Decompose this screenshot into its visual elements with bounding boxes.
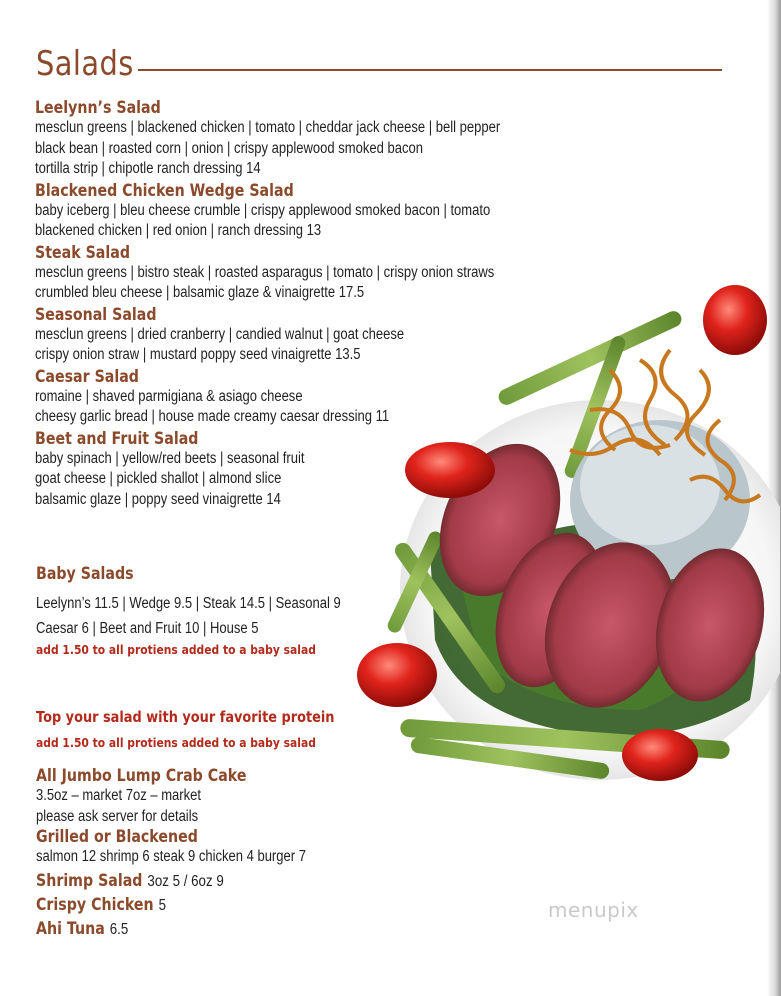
protein-note: add 1.50 to all protiens added to a baby salad (36, 735, 316, 750)
section-title: Salads (36, 44, 134, 84)
item-description: mesclun greens | bistro steak | roasted asparagus | tomato | crispy onion straws (35, 263, 495, 281)
item-name: Grilled or Blackened (36, 827, 198, 846)
steak-salad-photo (340, 280, 780, 800)
cherry-tomato (703, 285, 767, 355)
item-price: 6.5 (109, 920, 129, 938)
item-description: crispy onion straw | mustard poppy seed vinaigrette 13.5 (35, 346, 361, 363)
baby-salads-title: Baby Salads (36, 564, 134, 583)
baby-salads-prices: Leelynn’s 11.5 | Wedge 9.5 | Steak 14.5 | Seasonal 9 (36, 595, 341, 612)
item-name: Leelynn’s Salad (35, 98, 161, 117)
item-price: 3oz 5 / 6oz 9 (147, 872, 224, 890)
watermark: menupix (548, 898, 639, 922)
item-name: Shrimp Salad (36, 870, 143, 890)
item-description: crumbled bleu cheese | balsamic glaze & vinaigrette 17.5 (35, 284, 365, 301)
item-price: 5 (158, 896, 167, 914)
baby-salads-prices: Caesar 6 | Beet and Fruit 10 | House 5 (36, 620, 259, 637)
item-description: goat cheese | pickled shallot | almond slice (35, 470, 282, 487)
asparagus (496, 308, 684, 407)
item-name: Ahi Tuna (36, 918, 105, 938)
protein-heading: Top your salad with your favorite protein (36, 708, 335, 726)
menu-item-inline (36, 871, 397, 892)
item-description: 3.5oz – market 7oz – market (36, 787, 201, 804)
item-description: tortilla strip | chipotle ranch dressing 14 (35, 160, 261, 177)
item-name: Blackened Chicken Wedge Salad (35, 180, 294, 200)
item-description: baby iceberg | bleu cheese crumble | crispy applewood smoked bacon | tomato (35, 201, 491, 219)
item-name: Seasonal Salad (35, 304, 157, 324)
item-name: Steak Salad (35, 242, 130, 262)
item-description: blackened chicken | red onion | ranch dressing 13 (35, 222, 322, 239)
item-description: balsamic glaze | poppy seed vinaigrette 14 (35, 490, 281, 508)
item-description: mesclun greens | dried cranberry | candied walnut | goat cheese (35, 325, 405, 343)
menu-item-inline (36, 919, 397, 940)
item-name: Crispy Chicken (36, 894, 154, 914)
item-description: mesclun greens | blackened chicken | tomato | cheddar jack cheese | bell pepper (35, 119, 501, 136)
header-rule (138, 69, 722, 71)
item-name: Beet and Fruit Salad (35, 428, 199, 448)
item-description: black bean | roasted corn | onion | crispy applewood smoked bacon (35, 139, 423, 157)
item-name: Caesar Salad (35, 366, 139, 386)
cherry-tomato (405, 442, 495, 498)
cherry-tomato (622, 729, 698, 781)
item-description: romaine | shaved parmigiana & asiago cheese (35, 387, 303, 405)
section-header (36, 44, 726, 90)
item-name: All Jumbo Lump Crab Cake (36, 766, 247, 785)
cherry-tomato (357, 643, 437, 707)
menu-item-inline (36, 895, 397, 916)
menu-item (35, 98, 555, 180)
item-description: cheesy garlic bread | house made creamy caesar dressing 11 (35, 408, 390, 425)
baby-salads-note: add 1.50 to all protiens added to a baby salad (36, 642, 316, 657)
item-description: salmon 12 shrimp 6 steak 9 chicken 4 burger 7 (36, 848, 306, 865)
item-description: please ask server for details (36, 807, 199, 825)
menu-item (35, 181, 555, 242)
item-description: baby spinach | yellow/red beets | seasonal fruit (35, 449, 305, 467)
